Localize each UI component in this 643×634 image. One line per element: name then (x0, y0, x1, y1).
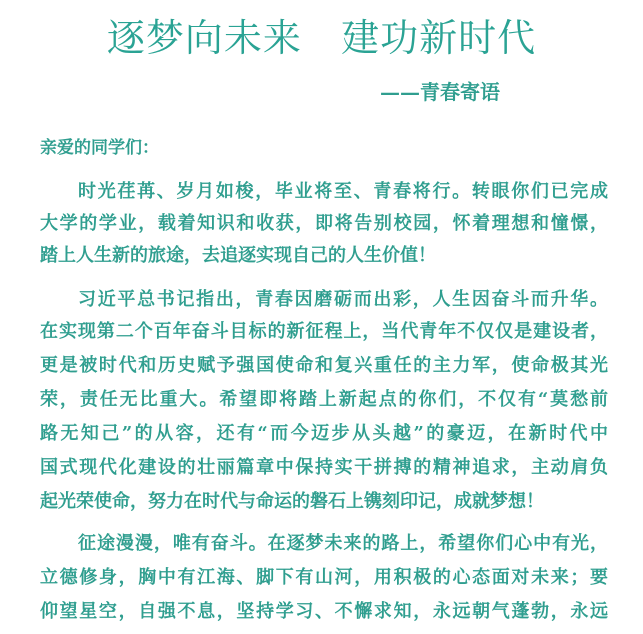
paragraph-line: 踏上人生新的旅途，去追逐实现自己的人生价值！ (40, 245, 436, 266)
greeting: 亲爱的同学们： (40, 138, 159, 158)
paragraph-line: 大学的学业，载着知识和收获，即将告别校园，怀着理想和憧憬， (40, 213, 608, 234)
paragraph-line: 国式现代化建设的壮丽篇章中保持实干拼搏的精神追求，主动肩负 (40, 457, 608, 478)
paragraph-line: 征途漫漫，唯有奋斗。在逐梦未来的路上，希望你们心中有光， (78, 533, 608, 554)
paragraph-line: 起光荣使命，努力在时代与命运的磐石上镌刻印记，成就梦想！ (40, 491, 544, 512)
paragraph-line: 时光荏苒、岁月如梭，毕业将至、青春将行。转眼你们已完成 (78, 181, 608, 202)
paragraph-line: 仰望星空，自强不息，坚持学习、不懈求知，永远朝气蓬勃，永远 (40, 601, 608, 622)
paragraph-line: 立德修身，胸中有江海、脚下有山河，用积极的心态面对未来；要 (40, 567, 608, 588)
document-title: 逐梦向未来 建功新时代 (106, 16, 537, 60)
document-subtitle: ——青春寄语 (380, 80, 500, 104)
paragraph-line: 更是被时代和历史赋予强国使命和复兴重任的主力军，使命极其光 (40, 355, 608, 376)
paragraph-line: 荣，责任无比重大。希望即将踏上新起点的你们，不仅有“莫愁前 (40, 389, 608, 410)
paragraph-line: 习近平总书记指出，青春因磨砺而出彩，人生因奋斗而升华。 (78, 289, 608, 310)
paragraph-line: 路无知己”的从容，还有“而今迈步从头越”的豪迈，在新时代中 (40, 423, 608, 444)
paragraph-line: 在实现第二个百年奋斗目标的新征程上，当代青年不仅仅是建设者， (40, 321, 608, 342)
